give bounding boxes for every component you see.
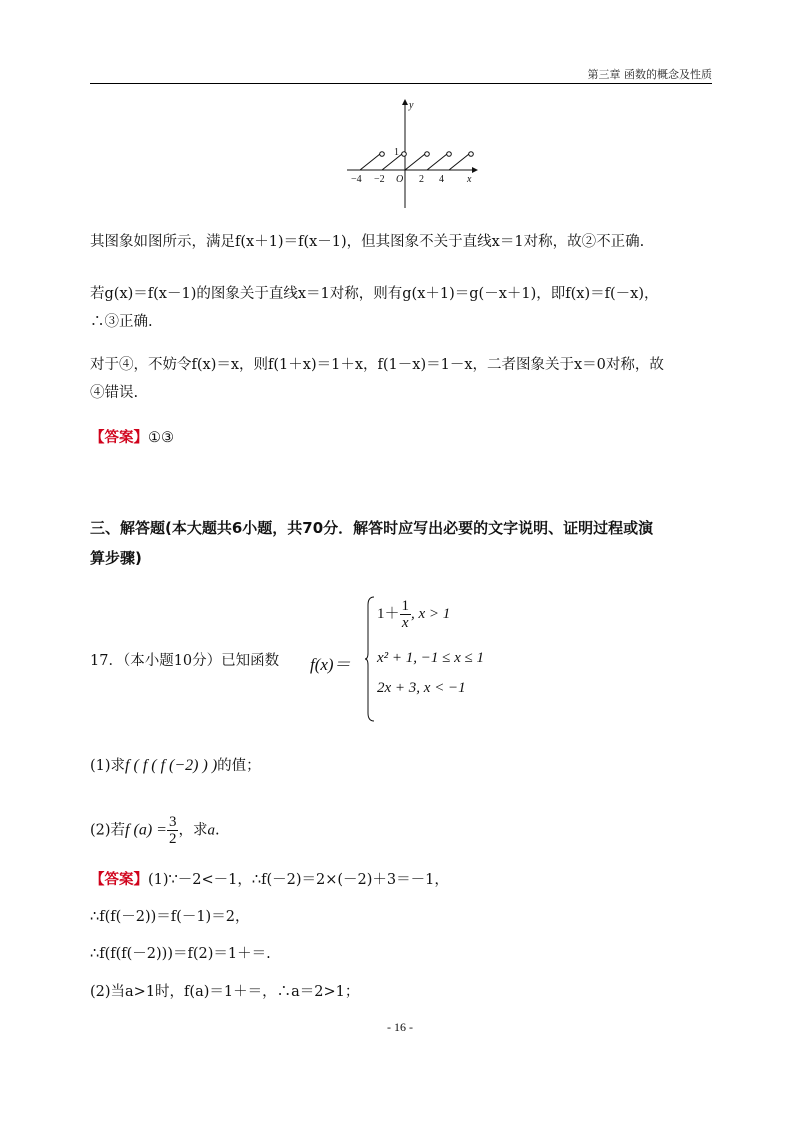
q17-case-1: 1＋ $\frac{1}{x}$ , x > 1 (377, 598, 451, 631)
explanation-line-5: ④错误. (90, 385, 139, 401)
tick-2: 2 (419, 174, 424, 185)
answer-tag: 【答案】 (90, 430, 148, 446)
running-header: 第三章 函数的概念及性质 (587, 68, 712, 81)
section-title-line-2: 算步骤) (90, 549, 142, 567)
function-graph (345, 96, 485, 212)
q17-part-1: (1)求f ( f ( f (−2) ) )的值； (90, 757, 261, 774)
q17-part-2: (2)若f (a) = $\frac{3}{2}$ ，求a. (90, 814, 220, 847)
q17-case-2: x² + 1, −1 ≤ x ≤ 1 (377, 650, 485, 666)
q17-function-name: f(x)＝ (310, 655, 351, 674)
answer-value: ①③ (148, 430, 174, 446)
graph-segments (360, 152, 473, 170)
x-axis-label: x (467, 174, 472, 185)
page-number: - 16 - (387, 1020, 413, 1034)
tick-4: 4 (439, 174, 444, 185)
tick-neg2: −2 (374, 174, 385, 185)
explanation-line-3: ∴③正确. (90, 314, 153, 330)
explanation-line-4: 对于④，不妨令f(x)＝x，则f(1＋x)＝1＋x，f(1－x)＝1－x，二者图象关于x＝0对称，故 (90, 357, 664, 373)
label-one: 1 (394, 147, 399, 158)
explanation-line-2: 若g(x)＝f(x－1)的图象关于直线x＝1对称，则有g(x＋1)＝g(－x＋1)，即f(x)＝f(－x)， (90, 286, 659, 302)
explanation-line-1: 其图象如图所示，满足f(x＋1)＝f(x－1)，但其图象不关于直线x＝1对称，故②不正确. (90, 234, 645, 250)
origin-label: O (396, 174, 404, 185)
answer2-line-2: ∴f(f(－2))＝f(－1)＝2， (90, 909, 250, 925)
answer2-line-4: (2)当a>1时，f(a)＝1＋＝，∴a＝2>1； (90, 984, 360, 1000)
answer-line-1 (90, 428, 174, 448)
y-axis-label: y (409, 100, 414, 111)
tick-neg4: −4 (351, 174, 362, 185)
section-title-line-1: 三、解答题(本大题共6小题，共70分．解答时应写出必要的文字说明、证明过程或演 (90, 519, 654, 537)
q17-prefix: 17．（本小题10分）已知函数 (90, 653, 280, 669)
header-rule (90, 83, 712, 84)
answer2-line-1: 【答案】(1)∵－2<－1，∴f(－2)＝2×(－2)＋3＝－1， (90, 872, 449, 888)
q17-case-3: 2x + 3, x < −1 (377, 680, 466, 696)
answer2-tag: 【答案】 (90, 872, 148, 888)
piecewise-brace (364, 595, 376, 723)
answer2-line-3: ∴f(f(f(－2)))＝f(2)＝1＋＝. (90, 946, 271, 962)
